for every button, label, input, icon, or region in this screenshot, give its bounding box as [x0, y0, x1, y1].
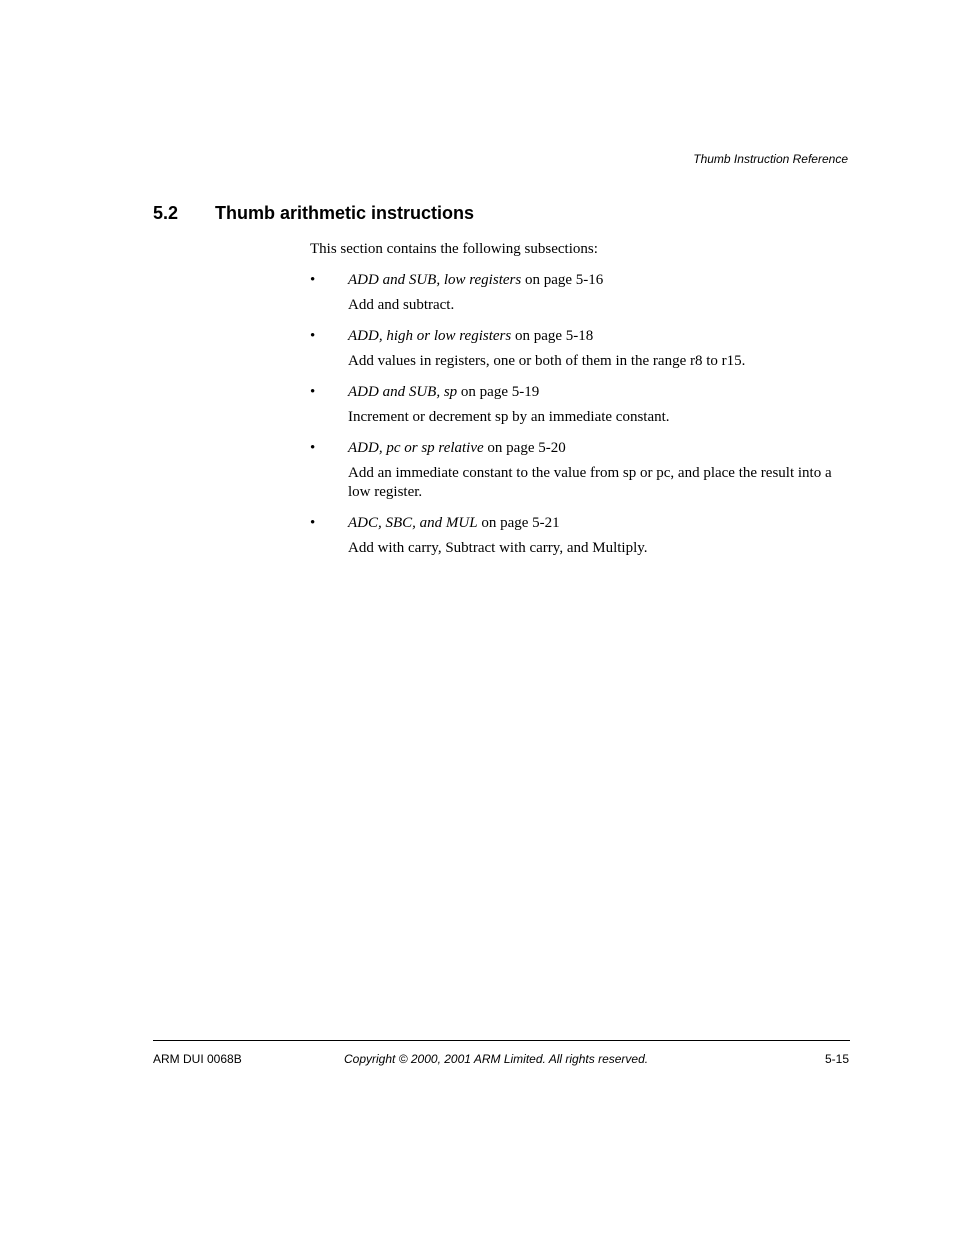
list-item	[310, 271, 855, 315]
section-body	[310, 240, 855, 570]
intro-text: This section contains the following subsections:	[310, 241, 598, 257]
list-item	[310, 327, 855, 371]
section-title: Thumb arithmetic instructions	[215, 203, 475, 223]
page-ref: on page 5-18	[511, 328, 594, 344]
page-ref: on page 5-20	[483, 440, 566, 456]
subsection-description: Add with carry, Subtract with carry, and Multiply.	[348, 540, 648, 556]
list-item	[310, 383, 855, 427]
bullet: •	[310, 440, 316, 456]
bullet: •	[310, 384, 316, 400]
subsection-link[interactable]: ADD and SUB, low registers	[348, 272, 522, 288]
page-ref: on page 5-16	[521, 272, 604, 288]
running-header: Thumb Instruction Reference	[693, 152, 848, 166]
bullet: •	[310, 328, 316, 344]
footer-doc-id: ARM DUI 0068B	[153, 1052, 242, 1066]
list-item	[310, 514, 855, 558]
subsection-description: Add values in registers, one or both of them in the range r8 to r15.	[348, 353, 746, 369]
bullet: •	[310, 272, 316, 288]
subsection-link[interactable]: ADC, SBC, and MUL	[348, 515, 478, 531]
subsection-description: Increment or decrement sp by an immediate constant.	[348, 409, 670, 425]
subsection-link[interactable]: ADD, high or low registers	[348, 328, 512, 344]
page-ref: on page 5-21	[477, 515, 560, 531]
section-number: 5.2	[153, 203, 179, 223]
footer-page-number: 5-15	[824, 1052, 849, 1066]
page-ref: on page 5-19	[457, 384, 540, 400]
subsection-link[interactable]: ADD, pc or sp relative	[348, 440, 484, 456]
footer-divider	[153, 1040, 850, 1041]
subsection-description: Add an immediate constant to the value from sp or pc, and place the result into a low register.	[348, 465, 832, 500]
subsection-link[interactable]: ADD and SUB, sp	[348, 384, 458, 400]
subsection-description: Add and subtract.	[348, 297, 455, 313]
footer-copyright: Copyright © 2000, 2001 ARM Limited. All rights reserved.	[344, 1052, 649, 1066]
subsection-list	[310, 271, 855, 558]
bullet: •	[310, 515, 316, 531]
list-item	[310, 439, 855, 502]
